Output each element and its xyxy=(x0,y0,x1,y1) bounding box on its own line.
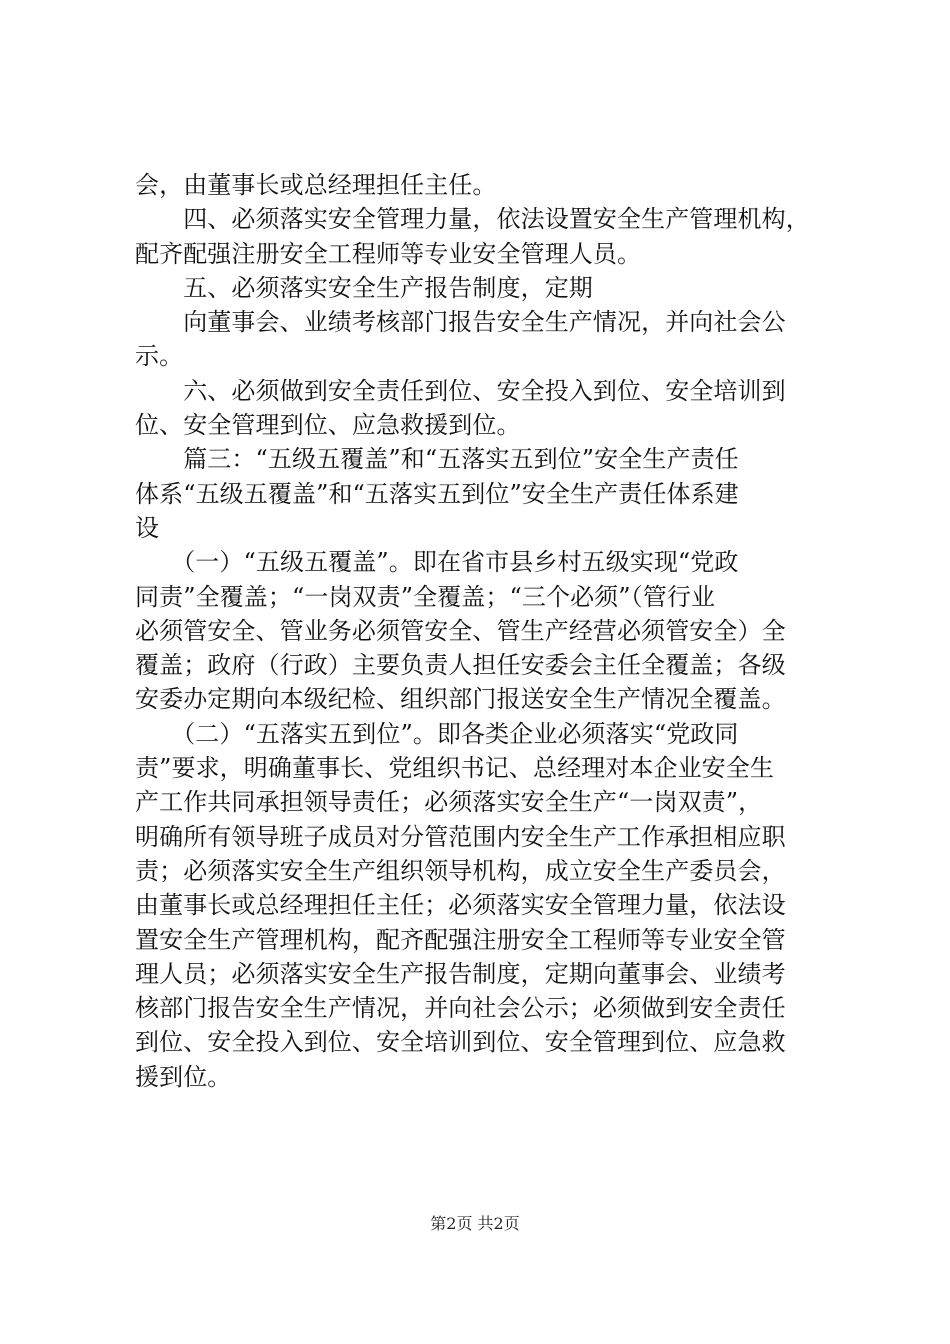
text-line: 六、必须做到安全责任到位、安全投入到位、安全培训到 xyxy=(135,376,786,405)
text-line: 责”要求，明确董事长、党组织书记、总经理对本企业安全生 xyxy=(135,754,774,783)
text-line: 由董事长或总经理担任主任；必须落实安全管理力量，依法设 xyxy=(135,891,786,920)
text-line: 安委办定期向本级纪检、组织部门报送安全生产情况全覆盖。 xyxy=(135,685,786,714)
text-line: 位、安全管理到位、应急救援到位。 xyxy=(135,411,521,440)
text-line: 设 xyxy=(135,513,160,542)
page-footer: 第2页 共2页 xyxy=(430,1214,520,1233)
text-line: 配齐配强注册安全工程师等专业安全管理人员。 xyxy=(135,239,642,268)
text-line: 援到位。 xyxy=(135,1062,232,1091)
text-line: 示。 xyxy=(135,342,184,371)
text-line: 会，由董事长或总经理担任主任。 xyxy=(135,171,497,199)
text-line: 同责”全覆盖；“一岗双责”全覆盖；“三个必须”（管行业 xyxy=(135,582,716,611)
text-line: 向董事会、业绩考核部门报告安全生产情况，并向社会公 xyxy=(135,308,786,337)
text-line: 覆盖；政府（行政）主要负责人担任安委会主任全覆盖；各级 xyxy=(135,651,786,680)
text-line: 产工作共同承担领导责任；必须落实安全生产“一岗双责”， xyxy=(135,788,763,817)
text-line: 置安全生产管理机构，配齐配强注册安全工程师等专业安全管 xyxy=(135,925,786,954)
text-line: 责；必须落实安全生产组织领导机构，成立安全生产委员会， xyxy=(135,856,786,885)
text-line: （一）“五级五覆盖”。即在省市县乡村五级实现“党政 xyxy=(135,548,739,577)
text-line: 体系“五级五覆盖”和“五落实五到位”安全生产责任体系建 xyxy=(135,479,739,508)
document-body xyxy=(135,168,831,1094)
text-line: 五、必须落实安全生产报告制度，定期 xyxy=(135,273,593,302)
text-line: 必须管安全、管业务必须管安全、管生产经营必须管安全）全 xyxy=(135,616,786,645)
text-line: 篇三：“五级五覆盖”和“五落实五到位”安全生产责任 xyxy=(135,445,739,474)
text-line: 理人员；必须落实安全生产报告制度，定期向董事会、业绩考 xyxy=(135,959,786,988)
text-line: 到位、安全投入到位、安全培训到位、安全管理到位、应急救 xyxy=(135,1028,786,1057)
text-line: （二）“五落实五到位”。即各类企业必须落实“党政同 xyxy=(135,719,739,748)
text-line: 核部门报告安全生产情况，并向社会公示；必须做到安全责任 xyxy=(135,994,786,1023)
text-line: 四、必须落实安全管理力量，依法设置安全生产管理机构， xyxy=(135,205,810,234)
text-line: 明确所有领导班子成员对分管范围内安全生产工作承担相应职 xyxy=(135,822,786,851)
